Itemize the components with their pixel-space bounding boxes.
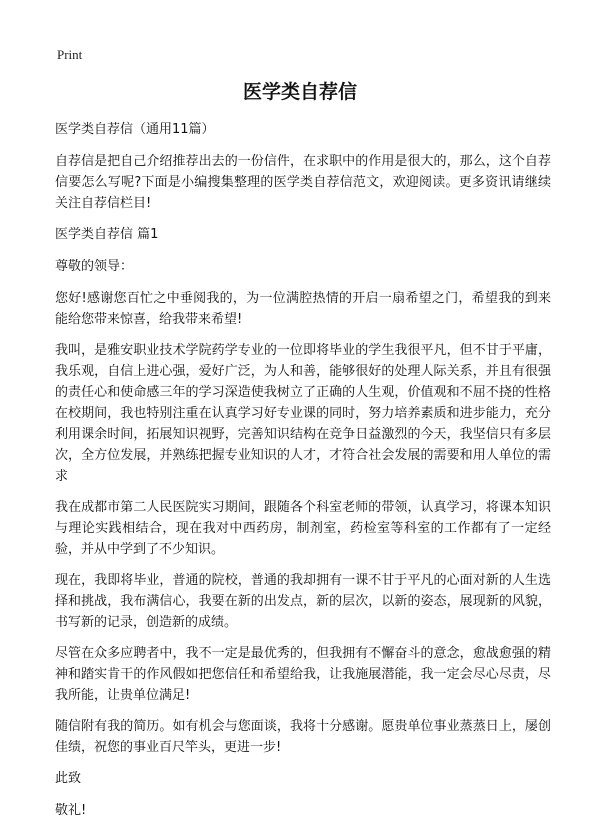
body-paragraph-resume: 随信附有我的简历。如有机会与您面谈，我将十分感谢。愿贵单位事业蒸蒸日上，屡创佳绩，祝您的事业百尺竿头，更进一步!: [55, 719, 551, 755]
document-subtitle: 医学类自荐信（通用11篇）: [55, 122, 215, 137]
body-paragraph-graduation: 现在，我即将毕业，普通的院校，普通的我却拥有一课不甘于平凡的心面对新的人生选择和挑战，我布满信心，我要在新的出发点，新的层次，以新的姿态，展现新的风貌，书写新的记录，创造新的成绩。: [55, 573, 551, 630]
section-title: 医学类自荐信 篇1: [55, 227, 159, 242]
body-paragraph-self-intro: 我叫，是雅安职业技术学院药学专业的一位即将毕业的学生我很平凡，但不甘于平庸，我乐观，自信上进心强，爱好广泛，为人和善，能够很好的处理人际关系，并且有很强的责任心和使命感三年的学习深造使我树立了正确的人生观，价值观和不屈不挠的性格在校期间，我也特别注重在认真学习好专业课的同时，努力培养素质和进步能力，充分利用课余时间，拓展知识视野，完善知识结构在竞争日益激烈的今天，我坚信只有多层次，全方位发展，并熟练把握专业知识的人才，才符合社会发展的需要和用人单位的需求: [55, 343, 551, 484]
body-paragraph-greeting: 您好!感谢您百忙之中垂阅我的，为一位满腔热情的开启一扇希望之门，希望我的到来能给您带来惊喜，给我带来希望!: [55, 291, 551, 327]
document-title: 医学类自荐信: [242, 81, 357, 103]
closing-line-2: 敬礼!: [55, 803, 87, 818]
body-paragraph-internship: 我在成都市第二人民医院实习期间，跟随各个科室老师的带领，认真学习，将课本知识与理论实践相结合，现在我对中西药房，制剂室，药检室等科室的工作都有了一定经验，并从中学到了不少知识。: [55, 500, 551, 557]
intro-paragraph: 自荐信是把自己介绍推荐出去的一份信件，在求职中的作用是很大的，那么，这个自荐信要怎么写呢?下面是小编搜集整理的医学类自荐信范文，欢迎阅读。更多资讯请继续关注自荐信栏目!: [55, 154, 551, 211]
body-paragraph-commitment: 尽管在众多应聘者中，我不一定是最优秀的，但我拥有不懈奋斗的意念，愈战愈强的精神和踏实肯干的作风假如把您信任和希望给我，让我施展潜能，我一定会尽心尽责，尽我所能，让贵单位满足!: [55, 646, 551, 703]
salutation: 尊敬的领导：: [55, 259, 134, 274]
closing-line-1: 此致: [55, 771, 82, 786]
print-link[interactable]: Print: [57, 47, 83, 62]
document-body: [55, 119, 551, 832]
